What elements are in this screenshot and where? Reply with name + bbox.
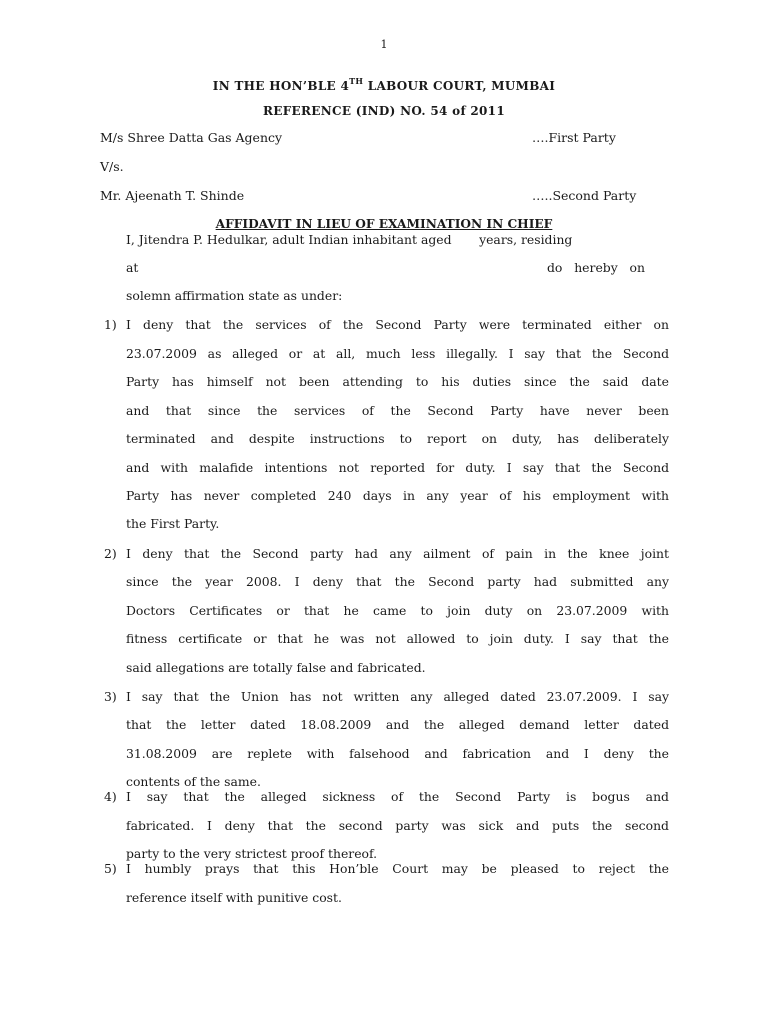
first-party-name: M/s Shree Datta Gas Agency: [100, 130, 283, 145]
paragraph-number: 5): [104, 861, 117, 876]
paragraph-line: reference itself with punitive cost.: [126, 890, 342, 905]
paragraph-line: party to the very strictest proof thereof.: [126, 846, 378, 861]
paragraph-line: that the letter dated 18.08.2009 and the alleged demand letter dated: [126, 717, 669, 732]
paragraph-line: Party has never completed 240 days in any year of his employment with: [126, 488, 669, 503]
paragraph-line: 31.08.2009 are replete with falsehood and fabrication and I deny the: [126, 746, 669, 761]
intro-line-1: I, Jitendra P. Hedulkar, adult Indian inhabitant aged years, residing: [126, 232, 573, 247]
page-number: 1: [380, 38, 388, 51]
paragraph-line: fitness certificate or that he was not allowed to join duty. I say that the: [126, 631, 669, 646]
paragraph-line: I say that the Union has not written any alleged dated 23.07.2009. I say: [126, 689, 669, 704]
paragraph-line: Party has himself not been attending to his duties since the said date: [126, 374, 669, 389]
versus-label: V/s.: [100, 159, 124, 174]
paragraph-line: the First Party.: [126, 516, 220, 531]
second-party-name: Mr. Ajeenath T. Shinde: [100, 188, 245, 203]
paragraph-line: said allegations are totally false and fabricated.: [126, 660, 426, 675]
court-title: [0, 76, 768, 93]
paragraph-line: I say that the alleged sickness of the Second Party is bogus and: [126, 789, 669, 804]
paragraph-line: and that since the services of the Second Party have never been: [126, 403, 669, 418]
intro-line-3: solemn affirmation state as under:: [126, 288, 343, 303]
intro-line-2-left: at: [126, 260, 139, 275]
paragraph-line: terminated and despite instructions to report on duty, has deliberately: [126, 431, 669, 446]
paragraph-number: 4): [104, 789, 117, 804]
paragraph-line: 23.07.2009 as alleged or at all, much less illegally. I say that the Second: [126, 346, 669, 361]
first-party-role: ….First Party: [532, 130, 616, 145]
paragraph-line: I deny that the Second party had any ailment of pain in the knee joint: [126, 546, 669, 561]
reference-number: REFERENCE (IND) NO. 54 of 2011: [263, 104, 505, 118]
paragraph-number: 3): [104, 689, 117, 704]
paragraph-line: fabricated. I deny that the second party was sick and puts the second: [126, 818, 669, 833]
court-title-suffix: LABOUR COURT, MUMBAI: [363, 79, 556, 93]
paragraph-number: 2): [104, 546, 117, 561]
paragraph-line: I humbly prays that this Hon’ble Court may be pleased to reject the: [126, 861, 669, 876]
second-party-role: …..Second Party: [532, 188, 637, 203]
court-title-ordinal: TH: [349, 76, 364, 86]
paragraph-line: I deny that the services of the Second Party were terminated either on: [126, 317, 669, 332]
paragraph-line: contents of the same.: [126, 774, 261, 789]
affidavit-heading: AFFIDAVIT IN LIEU OF EXAMINATION IN CHIEF: [215, 217, 553, 231]
paragraph-line: and with malafide intentions not reported for duty. I say that the Second: [126, 460, 669, 475]
court-title-prefix: IN THE HON’BLE 4: [212, 79, 350, 93]
paragraph-line: Doctors Certificates or that he came to join duty on 23.07.2009 with: [126, 603, 669, 618]
intro-line-2-right: do hereby on: [547, 260, 645, 275]
paragraph-line: since the year 2008. I deny that the Second party had submitted any: [126, 574, 669, 589]
paragraph-number: 1): [104, 317, 117, 332]
